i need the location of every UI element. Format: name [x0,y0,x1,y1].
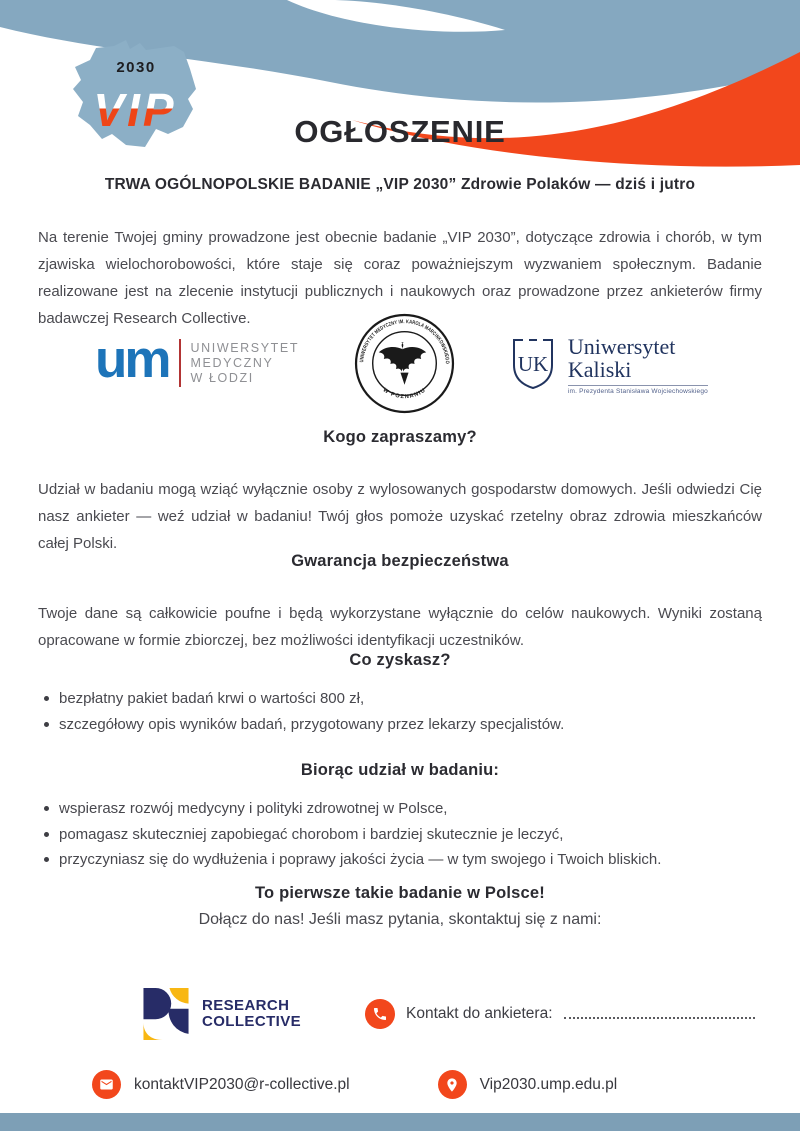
location-pin-icon [438,1070,467,1099]
eagle-emblem [379,342,426,384]
uk-logo-text [568,335,708,395]
medical-university-poznan-seal [353,312,456,415]
vip-logo-name: VIP [93,84,177,136]
section-heading-benefits: Co zyskasz? [349,651,451,669]
participation-bullet-list [40,796,762,873]
seal-ring-text-top: UNIWERSYTET MEDYCZNY IM. KAROLA MARCINKOWSKIEGO [359,318,450,365]
um-logo-line: MEDYCZNY [190,355,274,370]
rc-logo-line: RESEARCH [202,997,290,1014]
rc-logo-text [202,998,301,1030]
website-link[interactable]: Vip2030.ump.edu.pl [479,1075,618,1093]
guarantee-paragraph: Twoje dane są całkowicie poufne i będą wykorzystane wyłącznie do celów naukowych. Wyniki zostaną opracowane w formie zbiorczej, bez możliwości identyfikacji uczestników. [38,605,762,649]
research-collective-logo [140,986,301,1042]
email-contact [92,1070,350,1099]
interviewer-contact [365,999,755,1029]
website-contact [438,1070,618,1099]
page-subtitle: TRWA OGÓLNOPOLSKIE BADANIE „VIP 2030” Zdrowie Polaków — dziś i jutro [104,176,696,193]
uk-patron-subtext: im. Prezydenta Stanisława Wojciechowskiego [568,385,708,395]
email-link[interactable]: kontaktVIP2030@r-collective.pl [134,1075,350,1093]
vip-logo-year: 2030 [116,59,156,76]
partner-logos-row [95,310,708,416]
uk-shield [510,335,556,391]
participation-item: wspierasz rozwój medycyny i polityki zdrowotnej w Polsce, [40,796,762,822]
benefit-item: szczegółowy opis wyników badań, przygotowany przez lekarzy specjalistów. [40,712,762,738]
section-heading-invite: Kogo zapraszamy? [323,428,477,446]
closing-call-to-action: Dołącz do nas! Jeśli masz pytania, skontaktuj się z nami: [198,911,602,928]
closing-heading: To pierwsze takie badanie w Polsce! [254,884,546,902]
medical-university-lodz-logo [95,329,300,394]
phone-icon [365,999,395,1029]
participation-item: pomagasz skuteczniej zapobiegać chorobom i bardziej skutecznie je leczyć, [40,822,762,848]
write-in-dotted-line [564,1017,755,1019]
um-lettermark: um [95,329,169,389]
uk-name-line: Kaliski [567,357,632,382]
svg-text:W POZNANIU [382,387,428,400]
benefits-bullet-list [40,686,762,737]
uk-name-line: Uniwersytet [567,334,676,359]
uk-lettermark: UK [517,352,548,376]
page-title: OGŁOSZENIE [294,114,506,149]
section-heading-guarantee: Gwarancja bezpieczeństwa [291,552,509,570]
footer-contact-row [92,1070,617,1099]
bottom-bar [0,1113,800,1131]
vip-2030-logo [52,34,202,160]
um-logo-line: UNIWERSYTET [190,340,300,355]
invite-paragraph: Udział w badaniu mogą wziąć wyłącznie osoby z wylosowanych gospodarstw domowych. Jeśli odwiedzi Cię nasz ankieter — weź udział w badaniu! Twój głos pomoże uzyskać rzetelny obraz zdrowia mieszkańców całej Polski. [38,481,762,552]
um-logo-divider [179,339,181,387]
contact-row [140,986,755,1042]
email-icon [92,1070,121,1099]
section-heading-participation: Biorąc udział w badaniu: [300,761,500,779]
intro-paragraph: Na terenie Twojej gminy prowadzone jest obecnie badanie „VIP 2030”, dotyczące zdrowia i chorób, w tym zjawiska wielochorobowości, które staje się coraz poważniejszym wyzwaniem społecznym. Badanie realizowane jest na zlecenie instytucji publicznych i naukowych oraz prowadzone przez ankieterów firmy badawczej Research Collective. [38,229,762,327]
rc-logo-line: COLLECTIVE [202,1013,302,1030]
interviewer-contact-label: Kontakt do ankietera: [406,1005,553,1022]
participation-item: przyczyniasz się do wydłużenia i poprawy jakości życia — w tym swojego i Twoich bliskich. [40,847,762,873]
benefit-item: bezpłatny pakiet badań krwi o wartości 800 zł, [40,686,762,712]
um-logo-text [191,341,300,386]
seal-ring-text-bottom: W POZNANIU [381,386,428,400]
um-logo-line: W ŁODZI [190,370,254,385]
rc-lettermark [140,986,192,1042]
kalisz-university-logo [510,331,708,395]
